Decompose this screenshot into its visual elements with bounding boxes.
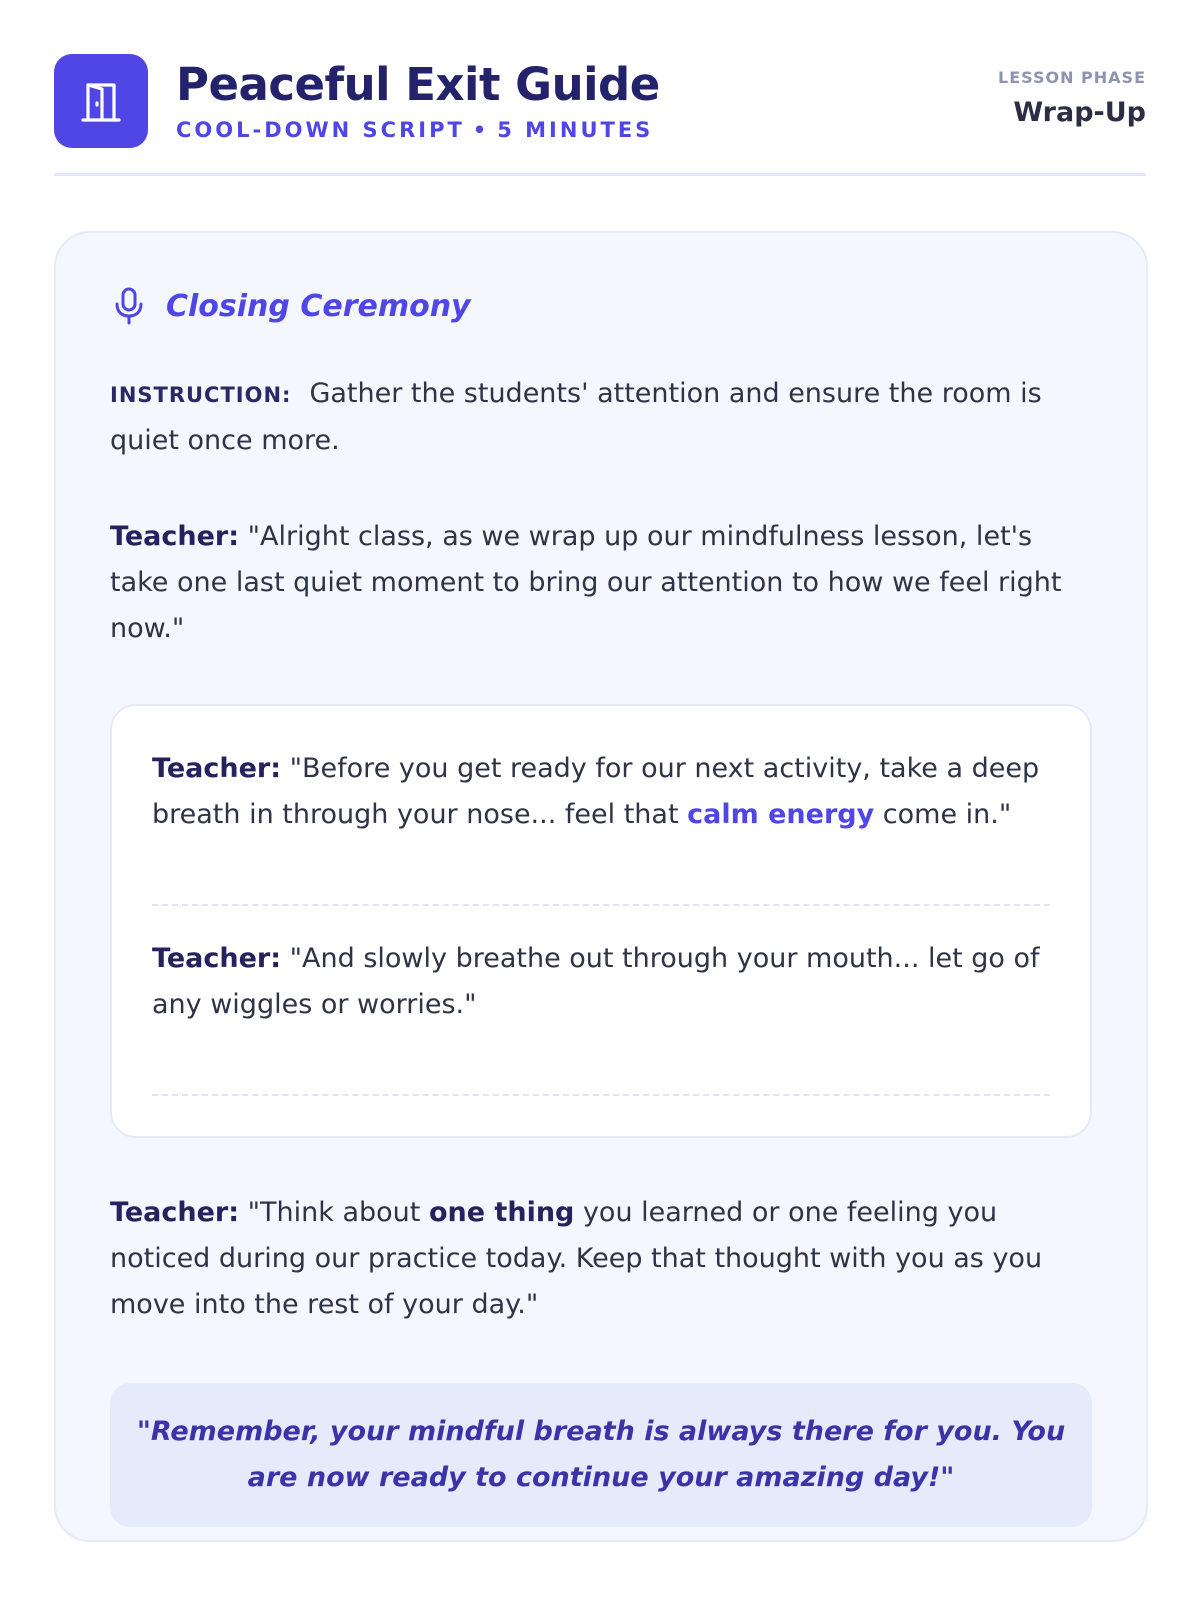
instruction <box>110 371 1092 464</box>
page-header <box>54 54 1146 176</box>
breathing-step-exhale <box>152 936 1050 1096</box>
page-title: Peaceful Exit Guide <box>176 58 660 112</box>
breathing-steps-box <box>110 704 1092 1138</box>
section-title <box>110 287 1092 325</box>
emphasis-one-thing: one thing <box>428 1197 575 1228</box>
closing-quote-box <box>110 1383 1092 1527</box>
instruction-label: INSTRUCTION: <box>110 383 292 407</box>
subtitle-script-label: COOL-DOWN SCRIPT <box>176 117 465 142</box>
subtitle-separator: • <box>472 117 490 142</box>
lesson-phase-label: LESSON PHASE <box>998 68 1146 87</box>
speaker-label: Teacher: <box>110 1197 240 1228</box>
step-text-after: come in." <box>874 799 1012 830</box>
step-text-before: "Before you get ready for our next activity, take a deep breath in through your nose... feel that <box>152 753 1040 830</box>
reflection-text-before: "Think about <box>247 1197 429 1228</box>
brand <box>54 54 660 148</box>
microphone-icon <box>112 287 146 325</box>
teacher-line-text: "Alright class, as we wrap up our mindfulness lesson, let's take one last quiet moment to bring our attention to how we feel right now." <box>110 521 1062 644</box>
page-subtitle <box>176 118 660 142</box>
highlight-calm-energy: calm energy <box>687 799 875 830</box>
instruction-text: Gather the students' attention and ensure the room is quiet once more. <box>110 378 1042 456</box>
teacher-line-intro <box>110 514 1092 652</box>
speaker-label: Teacher: <box>152 943 282 974</box>
brand-text <box>176 60 660 142</box>
step-text: "And slowly breathe out through your mouth... let go of any wiggles or worries." <box>152 943 1040 1020</box>
subtitle-duration: 5 MINUTES <box>497 117 654 142</box>
section-title-text: Closing Ceremony <box>166 288 471 324</box>
speaker-label: Teacher: <box>110 521 240 552</box>
lesson-phase-value: Wrap-Up <box>1013 97 1146 128</box>
teacher-line-reflection <box>110 1190 1092 1328</box>
step-line <box>152 936 1050 1028</box>
lesson-phase <box>998 54 1146 128</box>
closing-quote: "Remember, your mindful breath is always there for you. You are now ready to continue your amazing day!" <box>136 1416 1066 1493</box>
script-card <box>54 231 1148 1542</box>
step-line <box>152 746 1050 838</box>
reflection-text-after: you learned or one feeling you noticed during our practice today. Keep that thought with you as you move into the rest of your day." <box>110 1197 1043 1320</box>
door-exit-icon <box>54 54 148 148</box>
breathing-step-inhale <box>152 746 1050 906</box>
speaker-label: Teacher: <box>152 753 282 784</box>
